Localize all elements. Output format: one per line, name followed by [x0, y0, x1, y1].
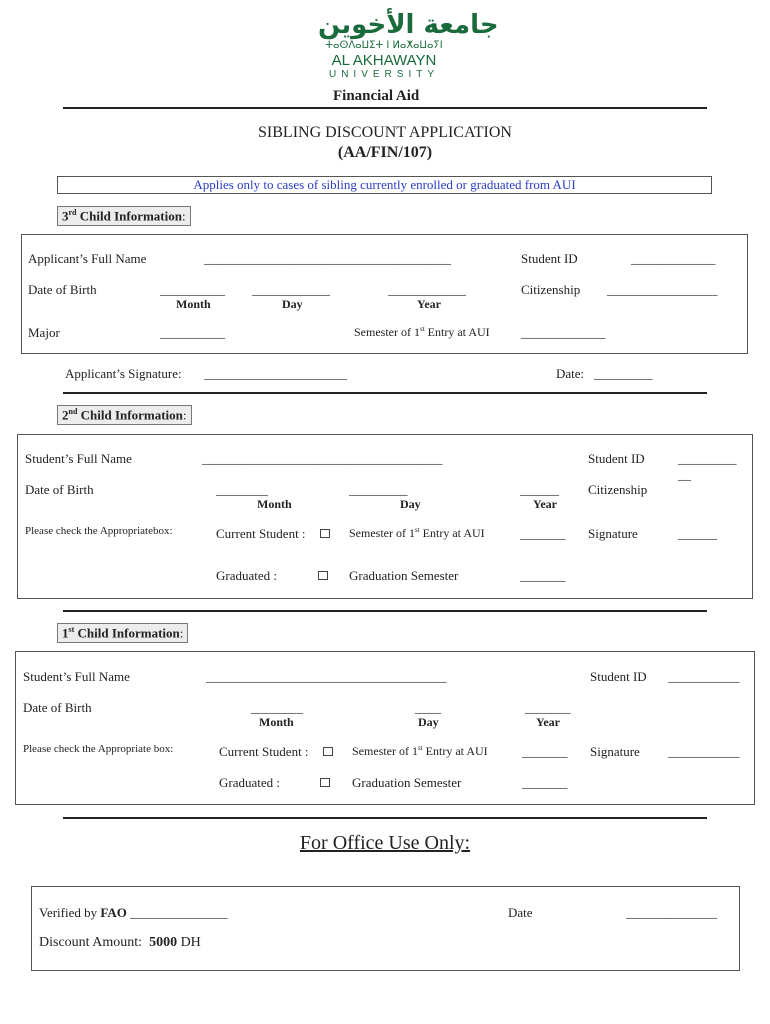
second-tag-text: Child Information	[77, 407, 183, 423]
office-date-label: Date	[508, 905, 533, 920]
second-citizenship-label: Citizenship	[588, 482, 648, 497]
third-full-name-label: Applicant’s Full Name	[28, 251, 147, 266]
third-signature-label: Applicant’s Signature:	[65, 366, 182, 381]
second-rule	[63, 610, 707, 612]
third-tag-sup: rd	[68, 208, 77, 217]
second-tag-num: 2	[62, 407, 69, 423]
second-full-name-label: Student’s Full Name	[25, 451, 132, 466]
first-graduation-label: Graduation Semester	[352, 775, 462, 790]
second-signature-field[interactable]: ______	[678, 526, 717, 541]
third-semester-label	[354, 325, 490, 340]
verified-by-label	[39, 905, 228, 921]
second-signature-label: Signature	[588, 526, 638, 541]
office-use-title: For Office Use Only:	[299, 832, 471, 854]
discount-value: 5000	[149, 935, 178, 950]
third-semester-pre: Semester of 1	[354, 325, 420, 339]
third-signature-field[interactable]: ______________________	[204, 366, 347, 381]
third-citizenship-field[interactable]: _________________	[607, 282, 718, 297]
second-day-field[interactable]: _________	[349, 482, 408, 497]
first-tag-text: Child Information	[74, 625, 180, 641]
form-code: (AA/FIN/107)	[337, 144, 433, 161]
first-rule	[63, 817, 707, 819]
first-student-id-field[interactable]: ___________	[668, 669, 740, 684]
third-tag-colon: :	[181, 208, 186, 224]
discount-label: Discount Amount:	[39, 935, 143, 950]
logo-sub: UNIVERSITY	[328, 69, 439, 80]
first-check-label: Please check the Appropriate box:	[23, 743, 174, 755]
first-signature-field[interactable]: ___________	[668, 744, 740, 759]
second-month-field[interactable]: ________	[216, 482, 268, 497]
first-day-field[interactable]: ____	[415, 700, 441, 715]
second-tag-colon: :	[182, 407, 187, 423]
second-month-label: Month	[257, 497, 292, 511]
first-full-name-label: Student’s Full Name	[23, 669, 130, 684]
first-tag-sup: st	[68, 625, 75, 634]
third-citizenship-label: Citizenship	[521, 282, 581, 297]
second-current-student-label: Current Student :	[216, 526, 306, 541]
first-tag-num: 1	[62, 625, 69, 641]
second-student-id-field[interactable]: _________	[678, 451, 737, 466]
first-semester-post: Entry at AUI	[422, 744, 488, 758]
third-year-field[interactable]: ____________	[388, 282, 466, 297]
first-current-student-checkbox[interactable]	[323, 747, 333, 756]
third-month-field[interactable]: __________	[160, 282, 225, 297]
third-semester-field[interactable]: _____________	[521, 325, 606, 340]
third-rule	[63, 392, 707, 394]
third-child-heading	[57, 206, 191, 226]
second-graduation-label: Graduation Semester	[349, 568, 459, 583]
office-date-field[interactable]: ______________	[626, 905, 717, 920]
verified-by-field[interactable]: _______________	[126, 905, 228, 920]
first-child-heading	[57, 623, 188, 643]
first-signature-label: Signature	[590, 744, 640, 759]
first-month-field[interactable]: ________	[251, 700, 303, 715]
third-full-name-field[interactable]: ______________________________________	[204, 251, 451, 266]
verified-pre: Verified by	[39, 905, 101, 920]
second-semester-field[interactable]: _______	[520, 526, 566, 541]
first-current-student-label: Current Student :	[219, 744, 309, 759]
discount-amount	[39, 935, 201, 951]
first-year-field[interactable]: _______	[525, 700, 571, 715]
third-month-label: Month	[176, 297, 211, 311]
logo	[318, 10, 499, 90]
second-graduated-label: Graduated :	[216, 568, 278, 583]
first-graduated-checkbox[interactable]	[320, 778, 330, 787]
second-student-id-label: Student ID	[588, 451, 645, 466]
second-dob-label: Date of Birth	[25, 482, 94, 497]
first-month-label: Month	[259, 715, 294, 729]
second-year-field[interactable]: ______	[520, 482, 559, 497]
second-current-student-checkbox[interactable]	[320, 529, 330, 538]
discount-unit: DH	[177, 935, 201, 950]
office-use-box	[31, 886, 740, 971]
department-label: Financial Aid	[333, 88, 420, 104]
first-semester-field[interactable]: _______	[522, 744, 568, 759]
third-student-id-label: Student ID	[521, 251, 578, 266]
third-major-field[interactable]: __________	[160, 325, 225, 340]
second-semester-label	[349, 526, 485, 541]
first-student-id-label: Student ID	[590, 669, 647, 684]
first-semester-pre: Semester of 1	[352, 744, 418, 758]
third-semester-sup: st	[419, 325, 425, 333]
notice-text: Applies only to cases of sibling currently enrolled or graduated from AUI	[193, 177, 576, 192]
first-graduation-field[interactable]: _______	[522, 775, 568, 790]
third-day-label: Day	[282, 297, 303, 311]
first-semester-label	[352, 744, 488, 759]
first-year-label: Year	[536, 715, 560, 729]
verified-fao: FAO	[100, 905, 127, 920]
logo-name: AL AKHAWAYN	[331, 52, 437, 69]
first-full-name-field[interactable]: _____________________________________	[206, 669, 447, 684]
first-day-label: Day	[418, 715, 439, 729]
first-graduated-label: Graduated :	[219, 775, 281, 790]
third-date-label: Date:	[556, 366, 585, 381]
second-check-label: Please check the Appropriatebox:	[25, 525, 173, 537]
second-semester-pre: Semester of 1	[349, 526, 415, 540]
third-tag-text: Child Information	[76, 208, 182, 224]
second-student-id-field-wrap: __	[678, 467, 691, 482]
second-graduation-field[interactable]: _______	[520, 568, 566, 583]
second-semester-post: Entry at AUI	[419, 526, 485, 540]
logo-tifinagh: ⵜⴰⵙⴷⴰⵡⵉⵜ ⵏ ⵍⴰⵅⴰⵡⴰⵢⵏ	[325, 40, 443, 51]
second-full-name-field[interactable]: _____________________________________	[202, 451, 443, 466]
first-dob-label: Date of Birth	[23, 700, 92, 715]
second-graduated-checkbox[interactable]	[318, 571, 328, 580]
third-student-id-field[interactable]: _____________	[631, 251, 716, 266]
first-semester-sup: st	[417, 744, 423, 752]
second-child-heading	[57, 405, 192, 425]
third-semester-post: Entry at AUI	[424, 325, 490, 339]
second-tag-sup: nd	[68, 407, 78, 416]
second-semester-sup: st	[414, 526, 420, 534]
logo-arabic: جامعة الأخوين	[318, 10, 499, 40]
notice-box	[57, 176, 712, 194]
header-rule	[63, 107, 707, 109]
third-year-label: Year	[417, 297, 441, 311]
first-tag-colon: :	[179, 625, 184, 641]
second-day-label: Day	[400, 497, 421, 511]
second-year-label: Year	[533, 497, 557, 511]
form-title: SIBLING DISCOUNT APPLICATION	[258, 124, 512, 141]
third-tag-num: 3	[62, 208, 69, 224]
third-date-field[interactable]: _________	[594, 366, 653, 381]
third-day-field[interactable]: ____________	[252, 282, 330, 297]
third-dob-label: Date of Birth	[28, 282, 97, 297]
third-major-label: Major	[28, 325, 60, 340]
